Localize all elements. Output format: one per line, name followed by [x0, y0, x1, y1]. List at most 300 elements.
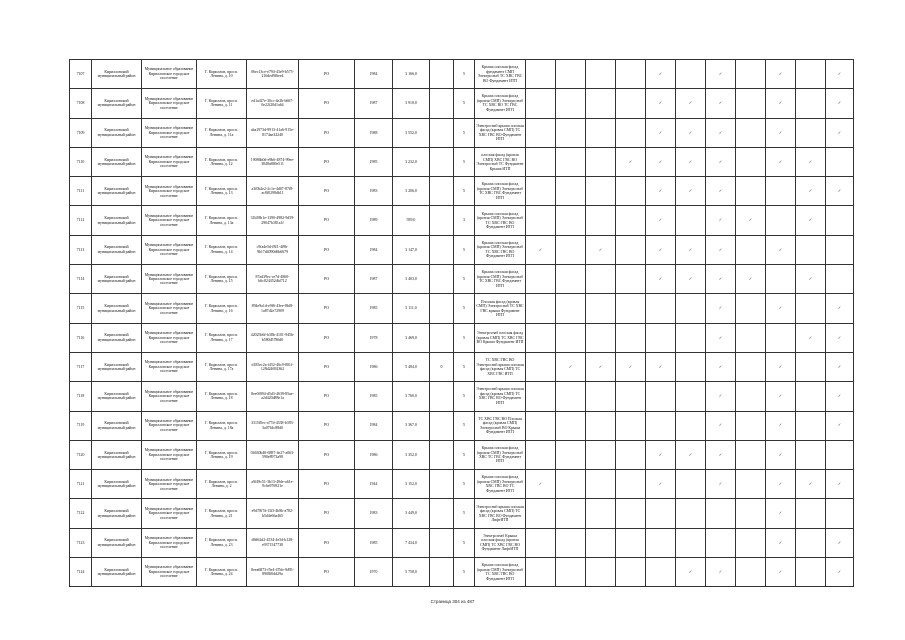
year-cell: 1983 [355, 499, 393, 528]
work-check-cell [766, 352, 796, 381]
work-check-cell [616, 118, 646, 147]
work-check-cell [736, 60, 766, 89]
work-check-cell [766, 118, 796, 147]
check-mark-icon: ✓ [837, 393, 842, 399]
area-cell: 3 910,0 [393, 89, 430, 118]
work-check-cell [736, 558, 766, 587]
work-check-cell [556, 89, 586, 118]
work-check-cell [676, 294, 706, 323]
works-cell: Электроснаб крыша плоская фасад (кровля СМП) ТС ХВС ГВС ВО Фундамент ИТП [475, 382, 526, 411]
guid-cell: 8ee0f094-d5d3-4639-85ae-a2d420d88e1a [247, 382, 299, 411]
work-check-cell [796, 440, 826, 469]
work-check-cell [676, 60, 706, 89]
check-mark-icon: ✓ [778, 363, 783, 369]
work-check-cell [706, 411, 736, 440]
house-type-cell: РО [299, 382, 355, 411]
area-cell: 3 403,0 [393, 265, 430, 294]
work-check-cell [556, 60, 586, 89]
formation-cell: Муниципальное образование Кирилловское городское поселение [142, 440, 197, 469]
work-check-cell [556, 558, 586, 587]
work-check-cell [526, 147, 556, 176]
works-cell: Плоская фасад (кровля СМП) Электроснаб ТС ХВС ГВС крыша Фундамент ИТП [475, 294, 526, 323]
work-check-cell [616, 352, 646, 381]
work-check-cell [556, 265, 586, 294]
work-check-cell [556, 294, 586, 323]
table-row [70, 352, 854, 381]
guid-cell: ed1a4f7e-30cc-4e2b-b667-0e22f20d1a64 [247, 89, 299, 118]
row-number: 7108 [70, 89, 92, 118]
check-mark-icon: ✓ [688, 158, 693, 164]
work-check-cell [526, 470, 556, 499]
work-check-cell [526, 352, 556, 381]
work-check-cell [586, 147, 616, 176]
work-check-cell [526, 89, 556, 118]
work-check-cell [646, 528, 676, 557]
extra-cell [430, 89, 454, 118]
works-cell: Крыша плоская фасад (кровля СМП) Электроснаб ХВС ГВС ВО ТС Фундамент ИТП [475, 470, 526, 499]
work-check-cell [736, 265, 766, 294]
work-check-cell [586, 118, 616, 147]
works-cell: Крыша плоская фасад (кровля СМП) Электроснаб ТС ХВС ВО ТС ГВС Фундамент ИТП [475, 89, 526, 118]
work-check-cell [826, 499, 854, 528]
formation-cell: Муниципальное образование Кирилловское городское поселение [142, 147, 197, 176]
guid-cell: aba1973d-9913-41a6-915e-8174ae32240 [247, 118, 299, 147]
table-row [70, 323, 854, 352]
guid-cell: 3315f0ec-a77d-4338-b393-3a0764c88d0 [247, 411, 299, 440]
work-check-cell [616, 411, 646, 440]
check-mark-icon: ✓ [778, 393, 783, 399]
work-check-cell [826, 89, 854, 118]
house-type-cell: РО [299, 294, 355, 323]
work-check-cell [706, 118, 736, 147]
table-row [70, 470, 854, 499]
work-check-cell [586, 382, 616, 411]
work-check-cell [826, 60, 854, 89]
check-mark-icon: ✓ [718, 70, 723, 76]
work-check-cell [616, 147, 646, 176]
work-check-cell [706, 382, 736, 411]
work-check-cell [766, 558, 796, 587]
work-check-cell [826, 118, 854, 147]
check-mark-icon: ✓ [778, 510, 783, 516]
check-mark-icon: ✓ [837, 129, 842, 135]
works-cell: Крыша плоская фасад (кровля СМП) Электроснаб ТС ХВС ГВС Фундамент ИТП [475, 177, 526, 206]
work-check-cell [736, 206, 766, 235]
check-mark-icon: ✓ [778, 246, 783, 252]
work-check-cell [826, 294, 854, 323]
work-check-cell [676, 147, 706, 176]
address-cell: Г. Кириллов, просп. Ленина, д. 13 [197, 177, 247, 206]
table-row [70, 440, 854, 469]
floors-cell: 5 [454, 499, 475, 528]
work-check-cell [796, 89, 826, 118]
house-type-cell: РО [299, 323, 355, 352]
formation-cell: Муниципальное образование Кирилловское городское поселение [142, 118, 197, 147]
year-cell: 1985 [355, 528, 393, 557]
works-cell: Крыша плоская фасад (кровля СМП) Электроснаб ТС ХВС ГВС Фундамент ИТП [475, 265, 526, 294]
work-check-cell [676, 206, 706, 235]
table-row [70, 235, 854, 264]
work-check-cell [646, 470, 676, 499]
extra-cell [430, 323, 454, 352]
work-check-cell [586, 558, 616, 587]
year-cell: 1944 [355, 470, 393, 499]
extra-cell [430, 382, 454, 411]
work-check-cell [826, 411, 854, 440]
table-row [70, 89, 854, 118]
work-check-cell [766, 177, 796, 206]
works-cell: Электроснаб крыша плоская фасад (кровля СМП) ТС ХВС ГВС ВО Фундамент ЛифтИТП [475, 499, 526, 528]
check-mark-icon: ✓ [778, 129, 783, 135]
check-mark-icon: ✓ [658, 100, 663, 106]
formation-cell: Муниципальное образование Кирилловское городское поселение [142, 411, 197, 440]
area-cell: 3 552,0 [393, 118, 430, 147]
check-mark-icon: ✓ [688, 188, 693, 194]
check-mark-icon: ✓ [688, 275, 693, 281]
house-type-cell: РО [299, 528, 355, 557]
table-row [70, 60, 854, 89]
work-check-cell [766, 60, 796, 89]
check-mark-icon: ✓ [748, 217, 753, 223]
work-check-cell [586, 206, 616, 235]
work-check-cell [796, 265, 826, 294]
floors-cell: 5 [454, 323, 475, 352]
work-check-cell [526, 528, 556, 557]
work-check-cell [586, 323, 616, 352]
check-mark-icon: ✓ [628, 363, 633, 369]
check-mark-icon: ✓ [598, 363, 603, 369]
work-check-cell [556, 177, 586, 206]
work-check-cell [586, 89, 616, 118]
check-mark-icon: ✓ [778, 481, 783, 487]
work-check-cell [676, 235, 706, 264]
work-check-cell [646, 382, 676, 411]
work-check-cell [556, 411, 586, 440]
check-mark-icon: ✓ [628, 158, 633, 164]
work-check-cell [706, 440, 736, 469]
extra-cell: 0 [430, 352, 454, 381]
work-check-cell [826, 206, 854, 235]
check-mark-icon: ✓ [658, 70, 663, 76]
house-type-cell: РО [299, 206, 355, 235]
work-check-cell [736, 147, 766, 176]
row-number: 7109 [70, 118, 92, 147]
works-cell: Крыша плоская фасад (кровля СМП) Электроснаб ТС ХВС ГВС ВО Фундамент ИТП [475, 558, 526, 587]
work-check-cell [736, 118, 766, 147]
check-mark-icon: ✓ [718, 217, 723, 223]
house-type-cell: РО [299, 177, 355, 206]
guid-cell: 894e9a1d-e9f6-43ee-8bf8-1a87d2e72909 [247, 294, 299, 323]
works-cell: Крыша плоская фасад (кровля СМП) Электроснаб ХВС ТС ГВС Фундамент ИТП [475, 440, 526, 469]
address-cell: Г. Кириллов, просп. Ленина, д. 13а [197, 206, 247, 235]
guid-cell: d8d62d2-4534-4e5d-b128-e9371547730 [247, 528, 299, 557]
work-check-cell [616, 440, 646, 469]
check-mark-icon: ✓ [718, 246, 723, 252]
table-row [70, 499, 854, 528]
check-mark-icon: ✓ [718, 188, 723, 194]
work-check-cell [826, 235, 854, 264]
house-type-cell: РО [299, 235, 355, 264]
work-check-cell [766, 440, 796, 469]
work-check-cell [676, 89, 706, 118]
check-mark-icon: ✓ [808, 217, 813, 223]
work-check-cell [526, 440, 556, 469]
work-check-cell [676, 352, 706, 381]
check-mark-icon: ✓ [718, 100, 723, 106]
district-cell: Кирилловский муниципальный район [92, 235, 142, 264]
work-check-cell [616, 265, 646, 294]
year-cell: 1985 [355, 294, 393, 323]
check-mark-icon: ✓ [598, 246, 603, 252]
check-mark-icon: ✓ [837, 568, 842, 574]
check-mark-icon: ✓ [658, 158, 663, 164]
district-cell: Кирилловский муниципальный район [92, 382, 142, 411]
work-check-cell [526, 177, 556, 206]
work-check-cell [826, 528, 854, 557]
work-check-cell [646, 265, 676, 294]
house-type-cell: РО [299, 265, 355, 294]
year-cell: 1987 [355, 265, 393, 294]
work-check-cell [826, 323, 854, 352]
work-check-cell [766, 499, 796, 528]
extra-cell [430, 60, 454, 89]
floors-cell: 5 [454, 177, 475, 206]
check-mark-icon: ✓ [837, 422, 842, 428]
work-check-cell [526, 382, 556, 411]
extra-cell [430, 294, 454, 323]
works-cell: ТС ХВС ГВС ВО Плоская фасад (кровля СМП) Электроснаб ВО Крыша Фундамент ИТП [475, 411, 526, 440]
work-check-cell [586, 470, 616, 499]
check-mark-icon: ✓ [837, 363, 842, 369]
address-cell: Г. Кириллов, просп. Ленина, д. 24 [197, 558, 247, 587]
house-type-cell: РО [299, 470, 355, 499]
check-mark-icon: ✓ [837, 334, 842, 340]
work-check-cell [796, 323, 826, 352]
check-mark-icon: ✓ [718, 129, 723, 135]
work-check-cell [556, 382, 586, 411]
extra-cell [430, 118, 454, 147]
work-check-cell [526, 294, 556, 323]
check-mark-icon: ✓ [658, 217, 663, 223]
table-row [70, 206, 854, 235]
row-number: 7110 [70, 147, 92, 176]
formation-cell: Муниципальное образование Кирилловское городское поселение [142, 499, 197, 528]
work-check-cell [796, 411, 826, 440]
formation-cell: Муниципальное образование Кирилловское городское поселение [142, 382, 197, 411]
work-check-cell [706, 499, 736, 528]
work-check-cell [706, 323, 736, 352]
address-cell: Г. Кириллов, просп. Ленина, д. 18а [197, 411, 247, 440]
check-mark-icon: ✓ [718, 334, 723, 340]
area-cell: 3 760,0 [393, 382, 430, 411]
work-check-cell [826, 147, 854, 176]
row-number: 7111 [70, 177, 92, 206]
address-cell: Г. Кириллов, просп. Ленина, д. 21 [197, 499, 247, 528]
work-check-cell [646, 499, 676, 528]
work-check-cell [706, 265, 736, 294]
work-check-cell [796, 118, 826, 147]
work-check-cell [676, 382, 706, 411]
work-check-cell [736, 294, 766, 323]
year-cell: 1984 [355, 411, 393, 440]
area-cell: 3 166,0 [393, 60, 430, 89]
check-mark-icon: ✓ [748, 275, 753, 281]
table-row [70, 177, 854, 206]
year-cell: 1988 [355, 118, 393, 147]
work-check-cell [616, 558, 646, 587]
work-check-cell [736, 440, 766, 469]
floors-cell: 5 [454, 558, 475, 587]
work-check-cell [646, 352, 676, 381]
check-mark-icon: ✓ [718, 568, 723, 574]
year-cell: 1985 [355, 382, 393, 411]
work-check-cell [526, 206, 556, 235]
district-cell: Кирилловский муниципальный район [92, 558, 142, 587]
row-number: 7112 [70, 206, 92, 235]
check-mark-icon: ✓ [808, 481, 813, 487]
work-check-cell [736, 352, 766, 381]
work-check-cell [556, 499, 586, 528]
row-number: 7119 [70, 411, 92, 440]
work-check-cell [556, 440, 586, 469]
house-type-cell: РО [299, 440, 355, 469]
guid-cell: a9f49c51-3b13-49de-a61e-9c6e976921e [247, 470, 299, 499]
area-cell: 3 469,0 [393, 323, 430, 352]
work-check-cell [616, 89, 646, 118]
formation-cell: Муниципальное образование Кирилловское городское поселение [142, 528, 197, 557]
work-check-cell [586, 528, 616, 557]
work-check-cell [766, 147, 796, 176]
district-cell: Кирилловский муниципальный район [92, 177, 142, 206]
house-type-cell: РО [299, 118, 355, 147]
work-check-cell [646, 440, 676, 469]
row-number: 7118 [70, 382, 92, 411]
table-row [70, 118, 854, 147]
row-number: 7120 [70, 440, 92, 469]
work-check-cell [586, 177, 616, 206]
check-mark-icon: ✓ [778, 305, 783, 311]
work-check-cell [766, 470, 796, 499]
table-row [70, 528, 854, 557]
district-cell: Кирилловский муниципальный район [92, 440, 142, 469]
area-cell: 5 484,0 [393, 352, 430, 381]
area-cell: 3 206,0 [393, 177, 430, 206]
check-mark-icon: ✓ [778, 539, 783, 545]
check-mark-icon: ✓ [778, 70, 783, 76]
work-check-cell [556, 147, 586, 176]
house-type-cell: РО [299, 499, 355, 528]
work-check-cell [526, 411, 556, 440]
guid-cell: d185ec2a-f452-46c9-801f-128d24692362 [247, 352, 299, 381]
district-cell: Кирилловский муниципальный район [92, 499, 142, 528]
work-check-cell [736, 411, 766, 440]
district-cell: Кирилловский муниципальный район [92, 294, 142, 323]
work-check-cell [586, 440, 616, 469]
area-cell: 3 352,0 [393, 440, 430, 469]
work-check-cell [676, 440, 706, 469]
works-cell: ТС ХВС ГВС ВО Электроснаб крыша плоская фасад (кровля СМП) ТС ХВС ГВС ИТП [475, 352, 526, 381]
floors-cell: 5 [454, 265, 475, 294]
work-check-cell [796, 499, 826, 528]
work-check-cell [586, 235, 616, 264]
work-check-cell [646, 60, 676, 89]
floors-cell: 5 [454, 89, 475, 118]
year-cell: 1970 [355, 558, 393, 587]
check-mark-icon: ✓ [658, 481, 663, 487]
extra-cell [430, 235, 454, 264]
extra-cell [430, 265, 454, 294]
address-cell: Г. Кириллов, просп. Ленина, д. 11 [197, 89, 247, 118]
work-check-cell [586, 265, 616, 294]
check-mark-icon: ✓ [718, 305, 723, 311]
work-check-cell [646, 411, 676, 440]
work-check-cell [706, 177, 736, 206]
work-check-cell [796, 352, 826, 381]
floors-cell: 5 [454, 470, 475, 499]
work-check-cell [676, 558, 706, 587]
work-check-cell [646, 558, 676, 587]
extra-cell [430, 177, 454, 206]
extra-cell [430, 558, 454, 587]
work-check-cell [556, 206, 586, 235]
table-row [70, 265, 854, 294]
work-check-cell [766, 265, 796, 294]
works-cell: Крыша плоская фасад (кровля СМП) Электроснаб ТС ХВС ГВС ВО Фундамент ИТП [475, 206, 526, 235]
work-check-cell [556, 235, 586, 264]
check-mark-icon: ✓ [658, 129, 663, 135]
floors-cell: 3 [454, 206, 475, 235]
work-check-cell [556, 528, 586, 557]
work-check-cell [526, 265, 556, 294]
area-cell: 3 449,0 [393, 499, 430, 528]
formation-cell: Муниципальное образование Кирилловское городское поселение [142, 352, 197, 381]
table-row [70, 294, 854, 323]
work-check-cell [676, 323, 706, 352]
district-cell: Кирилловский муниципальный район [92, 89, 142, 118]
extra-cell [430, 440, 454, 469]
work-check-cell [706, 89, 736, 118]
address-cell: Г. Кириллов, просп. Ленина, д. 23 [197, 528, 247, 557]
check-mark-icon: ✓ [837, 539, 842, 545]
row-number: 7123 [70, 528, 92, 557]
guid-cell: 31b58b1e-1390-4982-9d59-29047b381a1f [247, 206, 299, 235]
work-check-cell [616, 528, 646, 557]
year-cell: 1984 [355, 60, 393, 89]
floors-cell: 5 [454, 382, 475, 411]
address-cell: Г. Кириллов, просп. Ленина, д. 10 [197, 60, 247, 89]
district-cell: Кирилловский муниципальный район [92, 265, 142, 294]
extra-cell [430, 470, 454, 499]
table-row [70, 382, 854, 411]
work-check-cell [646, 177, 676, 206]
work-check-cell [796, 177, 826, 206]
check-mark-icon: ✓ [688, 129, 693, 135]
work-check-cell [736, 470, 766, 499]
address-cell: Г. Кириллов, просп. Ленина, д. 19 [197, 440, 247, 469]
work-check-cell [706, 60, 736, 89]
work-check-cell [676, 528, 706, 557]
row-number: 7113 [70, 235, 92, 264]
check-mark-icon: ✓ [808, 334, 813, 340]
address-cell: Г. Кириллов, просп. Ленина, д. 14 [197, 235, 247, 264]
year-cell: 1986 [355, 440, 393, 469]
row-number: 7116 [70, 323, 92, 352]
extra-cell [430, 147, 454, 176]
check-mark-icon: ✓ [718, 275, 723, 281]
guid-cell: e9d78f7d-f3f3-4b9b-a782-b5d4e66a465 [247, 499, 299, 528]
formation-cell: Муниципальное образование Кирилловское городское поселение [142, 470, 197, 499]
work-check-cell [646, 118, 676, 147]
